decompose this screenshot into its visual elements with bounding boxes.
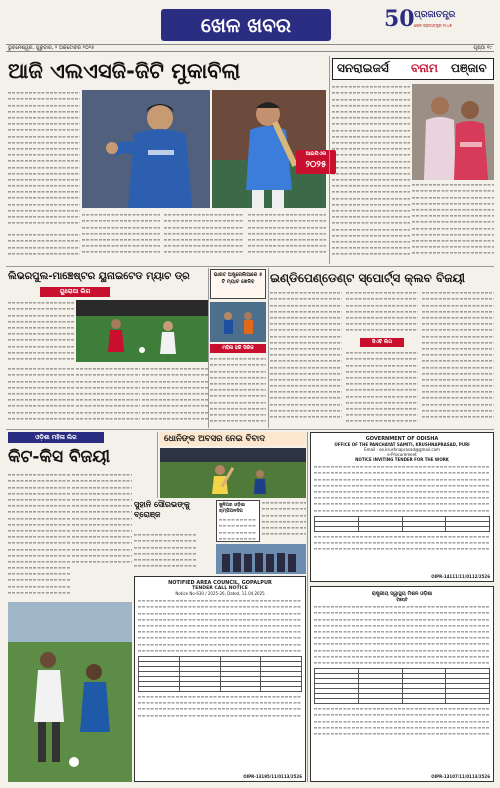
section-title: ଖେଳ ଖବର xyxy=(161,9,331,41)
ad-gopalpur-table xyxy=(138,656,302,692)
score-badge-value: ୨୦୨୫ xyxy=(305,160,327,170)
brand-name: ପ୍ରଜାତନ୍ତ୍ର xyxy=(414,10,456,20)
sidebar-note-headline: ଭାରତ ଅଷ୍ଟ୍ରେଲିଆରେ ୫ ଟି ମ୍ୟାଚ ଖେଳିବ xyxy=(213,272,263,285)
score-badge xyxy=(296,150,336,174)
kicker-hockey: ମହିଳା ହକି ସିରିଜ xyxy=(210,344,266,353)
ad-gopalpur-tender xyxy=(134,576,306,782)
divider xyxy=(6,266,494,267)
liverpool-text-col-1 xyxy=(8,300,74,364)
column-rule xyxy=(307,432,308,782)
kicker-europa: ୟୁରୋପା ଲିଗ xyxy=(40,287,110,297)
column-rule xyxy=(268,268,269,428)
lsg-text-col-4 xyxy=(248,212,326,262)
photo-hockey xyxy=(210,302,266,342)
srh-headline-box xyxy=(332,58,494,80)
brand-tagline: ଖେଳ ପ୍ରଜାତନ୍ତ୍ର ୧୯୪୭ xyxy=(414,23,452,28)
ad-odia-subtitle: ବିଜ୍ଞପ୍ତି xyxy=(396,597,408,602)
ad-gopalpur-ref: Notice No-630 / 2025-26, Dated, 11.04.2025 xyxy=(175,591,265,596)
lsg-text-col-3 xyxy=(164,212,244,262)
date-text: ଭୁବନେଶ୍ୱର, ଗୁରୁବାର, ୨ ଅକ୍ଟୋବର ୨୦୨୫ xyxy=(8,45,95,51)
dhoni-headline-bar xyxy=(160,432,306,446)
photo-team xyxy=(216,544,306,574)
hockey-text xyxy=(210,356,266,426)
srh-text-col-1 xyxy=(332,84,410,262)
ad-govt-odisha xyxy=(310,432,494,582)
ad-govt-notice: NOTICE INVITING TENDER FOR THE WORK xyxy=(355,457,449,462)
liverpool-text-col-1b xyxy=(8,366,74,426)
photo-bowler xyxy=(82,90,210,208)
photo-punjab-players xyxy=(412,84,494,180)
divider xyxy=(6,429,494,430)
logo xyxy=(384,6,494,42)
score-badge-label: ଆଇପିଏଲ xyxy=(305,151,327,157)
mini-box-text: ଜୁନିଅର ଓଡ଼ିଶା ଚାମ୍ପିଅନସିପ xyxy=(219,503,246,514)
ad-govt-line2: Email : eo.krushnaprasad@gmail.com xyxy=(364,447,440,452)
lsg-text-col-1b xyxy=(8,232,80,262)
page-number: ପୃଷ୍ଠା ୧୯ xyxy=(473,45,492,51)
odisha-text-col-2 xyxy=(72,472,132,572)
ad-gopalpur-footer: OIPR-13195/11/0113/2526 xyxy=(243,774,302,779)
headline-dhoni: ଧୋନିଙ୍କ ଅବସର ନେଇ ବିବାଦ xyxy=(164,434,266,444)
headline-pbks: ପଞ୍ଜାବ xyxy=(451,61,487,75)
column-rule xyxy=(329,56,330,264)
independent-text-col-2b xyxy=(346,350,418,426)
headline-suhani: ସୁହାନି ସୌରଭଙ୍କୁ ବ୍ରୋଞ୍ଜ xyxy=(134,500,190,519)
srh-text-col-2 xyxy=(412,182,494,262)
masthead-left xyxy=(6,6,156,42)
photo-dhoni xyxy=(160,448,306,498)
ad-odia-footer: OIPR-13107/11/0113/2526 xyxy=(431,774,490,779)
independent-text-col-3 xyxy=(422,290,494,426)
headline-independent: ଇଣ୍ଡିପେଣ୍ଡେଣ୍ଟ ସ୍ପୋର୍ଟ୍ସ କ୍ଲବ ବିଜୟୀ xyxy=(270,271,466,285)
mini-box xyxy=(216,500,260,542)
odisha-text-col-1 xyxy=(8,472,70,600)
photo-women-football xyxy=(8,602,132,782)
ad-govt-footer: OIPR-14111/11/0112/2526 xyxy=(431,574,490,579)
ad-govt-title: GOVERNMENT OF ODISHA xyxy=(365,436,439,442)
column-rule xyxy=(208,268,209,428)
ad-odia-title: ରାଷ୍ଟ୍ରୀୟ ସ୍ୱାସ୍ଥ୍ୟ ମିଶନ ଓଡ଼ିଶା xyxy=(371,591,433,597)
ad-govt-line1: OFFICE OF THE PANCHAYAT SAMITI, KRUSHNAPRASAD, PURI xyxy=(334,442,470,447)
headline-srh: ସନରାଇଜର୍ସ xyxy=(337,61,389,75)
team-text xyxy=(262,500,306,542)
photo-batter xyxy=(212,90,326,208)
ad-gopalpur-title: NOTIFIED AREA COUNCIL, GOPALPUR xyxy=(168,580,272,586)
independent-text-col-1 xyxy=(270,290,342,426)
suhani-text xyxy=(134,532,196,572)
dateline xyxy=(6,44,494,52)
logo-number: 50 xyxy=(384,6,415,32)
ad-gopalpur-subtitle: TENDER CALL NOTICE xyxy=(192,586,248,591)
headline-lsg-gt: ଆଜି ଏଲଏସଜି-ଜିଟି ମୁକାବିଲା xyxy=(8,59,241,83)
kicker-cab: ସିଏବି ଲିଗ xyxy=(360,338,404,347)
kicker-odisha-women: ଓଡ଼ିଶା ମହିଳା ଲିଗ xyxy=(8,432,104,443)
ad-odia-notice xyxy=(310,586,494,782)
liverpool-text-col-3 xyxy=(142,366,208,426)
lsg-text-col-1 xyxy=(8,90,80,230)
liverpool-text-col-2 xyxy=(76,366,140,426)
masthead xyxy=(6,6,494,42)
column-rule xyxy=(157,432,158,498)
headline-kit-kis: କିଟ-କିସ ବିଜୟୀ xyxy=(8,447,111,467)
headline-liverpool: ଲିଭରପୁଲ-ମାଞ୍ଚେଷ୍ଟର ୟୁନାଇଟେଡ ମ୍ୟାଚ ଡ୍ର xyxy=(8,271,190,282)
ad-govt-line3: e-Procurement xyxy=(387,452,417,457)
ad-odia-table xyxy=(314,668,490,704)
photo-football xyxy=(76,300,208,362)
independent-text-col-2a xyxy=(346,290,418,336)
headline-vs: ବନାମ xyxy=(411,61,438,75)
lsg-text-col-2 xyxy=(82,212,160,262)
sidebar-note-box xyxy=(210,269,266,299)
ad-govt-table xyxy=(314,516,490,532)
